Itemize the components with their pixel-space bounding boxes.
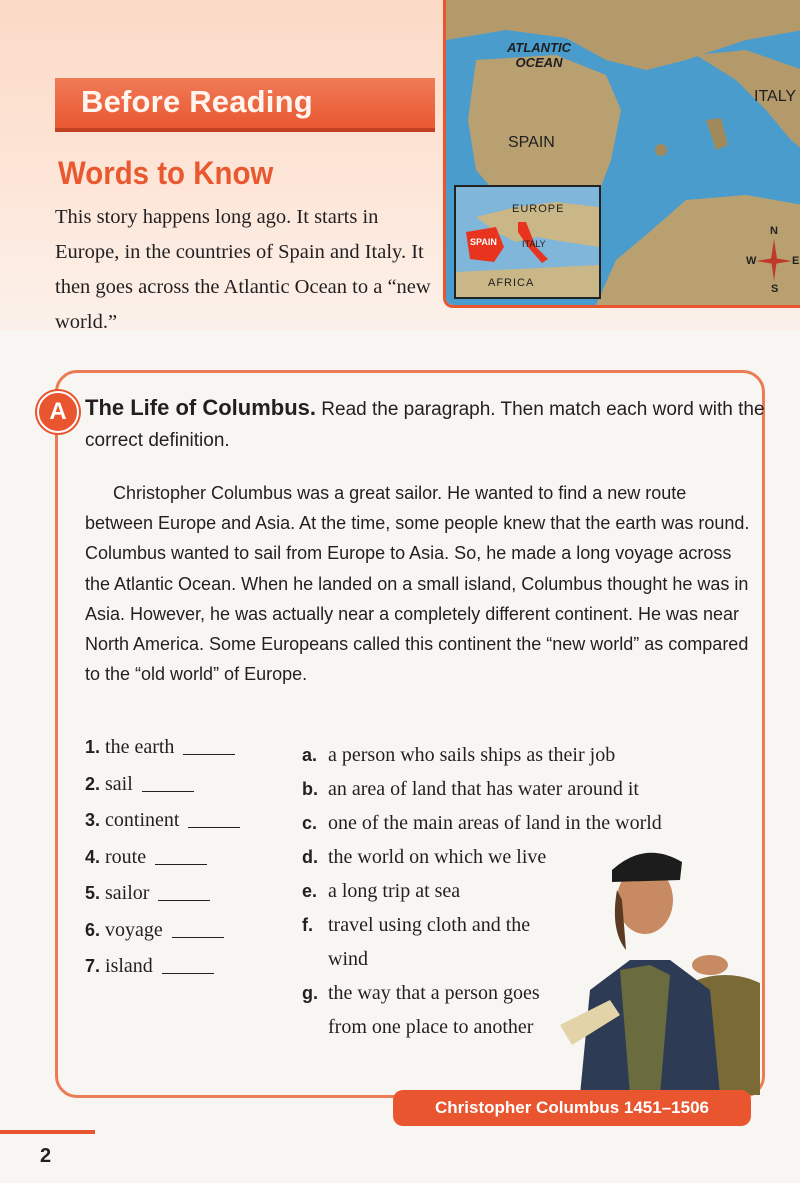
activity-title-bold: The Life of Columbus. bbox=[85, 395, 316, 420]
definition-text: the way that a person goes from one place to another bbox=[328, 982, 540, 1038]
inset-spain-label: SPAIN bbox=[470, 237, 497, 247]
compass-s: S bbox=[771, 283, 779, 295]
definition-text: travel using cloth and the wind bbox=[328, 914, 531, 970]
compass-star bbox=[746, 225, 800, 295]
definition-text: a person who sails ships as their job bbox=[328, 744, 616, 766]
answer-blank[interactable] bbox=[162, 973, 214, 974]
definition-letter: g. bbox=[302, 983, 318, 1003]
word-number: 5. bbox=[85, 883, 101, 903]
answer-blank[interactable] bbox=[183, 754, 235, 755]
compass-w: W bbox=[746, 255, 757, 267]
word-number: 7. bbox=[85, 956, 101, 976]
inset-map bbox=[454, 185, 601, 299]
word-text: sail bbox=[105, 772, 133, 795]
list-item bbox=[302, 908, 558, 976]
definition-text: a long trip at sea bbox=[328, 880, 461, 902]
compass-n: N bbox=[770, 225, 778, 237]
spain-label: SPAIN bbox=[508, 134, 555, 151]
before-reading-banner bbox=[55, 78, 435, 132]
intro-text: This story happens long ago. It starts in Europe, in the countries of Spain and Italy. It then goes across the Atlantic Ocean to a “new world.” bbox=[55, 206, 431, 333]
answer-blank[interactable] bbox=[188, 827, 240, 828]
list-item bbox=[302, 738, 762, 772]
list-item bbox=[85, 809, 240, 846]
definition-text: an area of land that has water around it bbox=[328, 778, 639, 800]
page-number: 2 bbox=[40, 1145, 52, 1167]
europe-map bbox=[443, 0, 800, 308]
inset-italy-label: ITALY bbox=[522, 239, 546, 249]
italy-label: ITALY bbox=[754, 88, 797, 105]
list-item bbox=[302, 772, 762, 806]
columbus-illustration bbox=[560, 840, 760, 1095]
definition-text: the world on which we live bbox=[328, 846, 547, 868]
answer-blank[interactable] bbox=[158, 900, 210, 901]
word-number: 2. bbox=[85, 773, 101, 794]
list-item bbox=[85, 882, 240, 919]
list-item bbox=[85, 919, 240, 956]
footer-rule bbox=[0, 1130, 95, 1134]
compass-rose-icon bbox=[746, 225, 800, 295]
definition-letter: f. bbox=[302, 915, 313, 935]
columbus-portrait bbox=[560, 840, 760, 1095]
inset-europe-label: EUROPE bbox=[512, 203, 565, 215]
list-item bbox=[302, 976, 548, 1044]
word-list bbox=[85, 736, 240, 992]
definition-text: one of the main areas of land in the world bbox=[328, 812, 662, 834]
word-number: 3. bbox=[85, 810, 101, 830]
word-number: 1. bbox=[85, 737, 101, 757]
answer-blank[interactable] bbox=[142, 791, 194, 792]
definition-letter: a. bbox=[302, 745, 318, 765]
word-text: the earth bbox=[105, 736, 175, 758]
answer-blank[interactable] bbox=[155, 864, 207, 865]
definition-letter: e. bbox=[302, 881, 318, 901]
word-text: continent bbox=[105, 809, 180, 831]
section-label: Before Reading bbox=[81, 84, 313, 119]
word-text: route bbox=[105, 845, 147, 868]
activity-title bbox=[85, 392, 765, 456]
word-text: sailor bbox=[105, 882, 150, 904]
word-text: island bbox=[105, 955, 153, 977]
compass-e: E bbox=[792, 255, 800, 267]
answer-blank[interactable] bbox=[172, 937, 224, 938]
activity-instructions: Read the paragraph. Then match each word with the correct definition. bbox=[85, 399, 765, 451]
word-text: voyage bbox=[105, 918, 163, 941]
portrait-caption: Christopher Columbus 1451–1506 bbox=[393, 1090, 751, 1126]
list-item bbox=[85, 955, 240, 992]
activity-badge: A bbox=[37, 391, 79, 433]
list-item bbox=[85, 736, 240, 773]
word-number: 4. bbox=[85, 846, 101, 867]
word-number: 6. bbox=[85, 919, 101, 940]
inset-africa-label: AFRICA bbox=[488, 277, 535, 289]
definition-letter: c. bbox=[302, 813, 318, 833]
atlantic-ocean-label: ATLANTIC OCEAN bbox=[506, 40, 572, 70]
words-to-know-heading: Words to Know bbox=[58, 155, 274, 191]
list-item bbox=[85, 773, 240, 810]
definition-letter: b. bbox=[302, 779, 318, 799]
list-item bbox=[302, 806, 762, 840]
columbus-paragraph: Christopher Columbus was a great sailor. He wanted to find a new route between Europe and Asia. At the time, some people knew that the earth was round. Columbus wanted to sail from Europe to Asia. So, he made a long voyage across the Atlantic Ocean. When he landed on a small island, Columbus thought he was in Asia. However, he was actually near a completely different continent. He was near North America. Some Europeans called this continent the “new world” as compared to the “old world” of Europe. bbox=[85, 483, 750, 685]
definition-letter: d. bbox=[302, 847, 318, 867]
list-item bbox=[85, 846, 240, 883]
